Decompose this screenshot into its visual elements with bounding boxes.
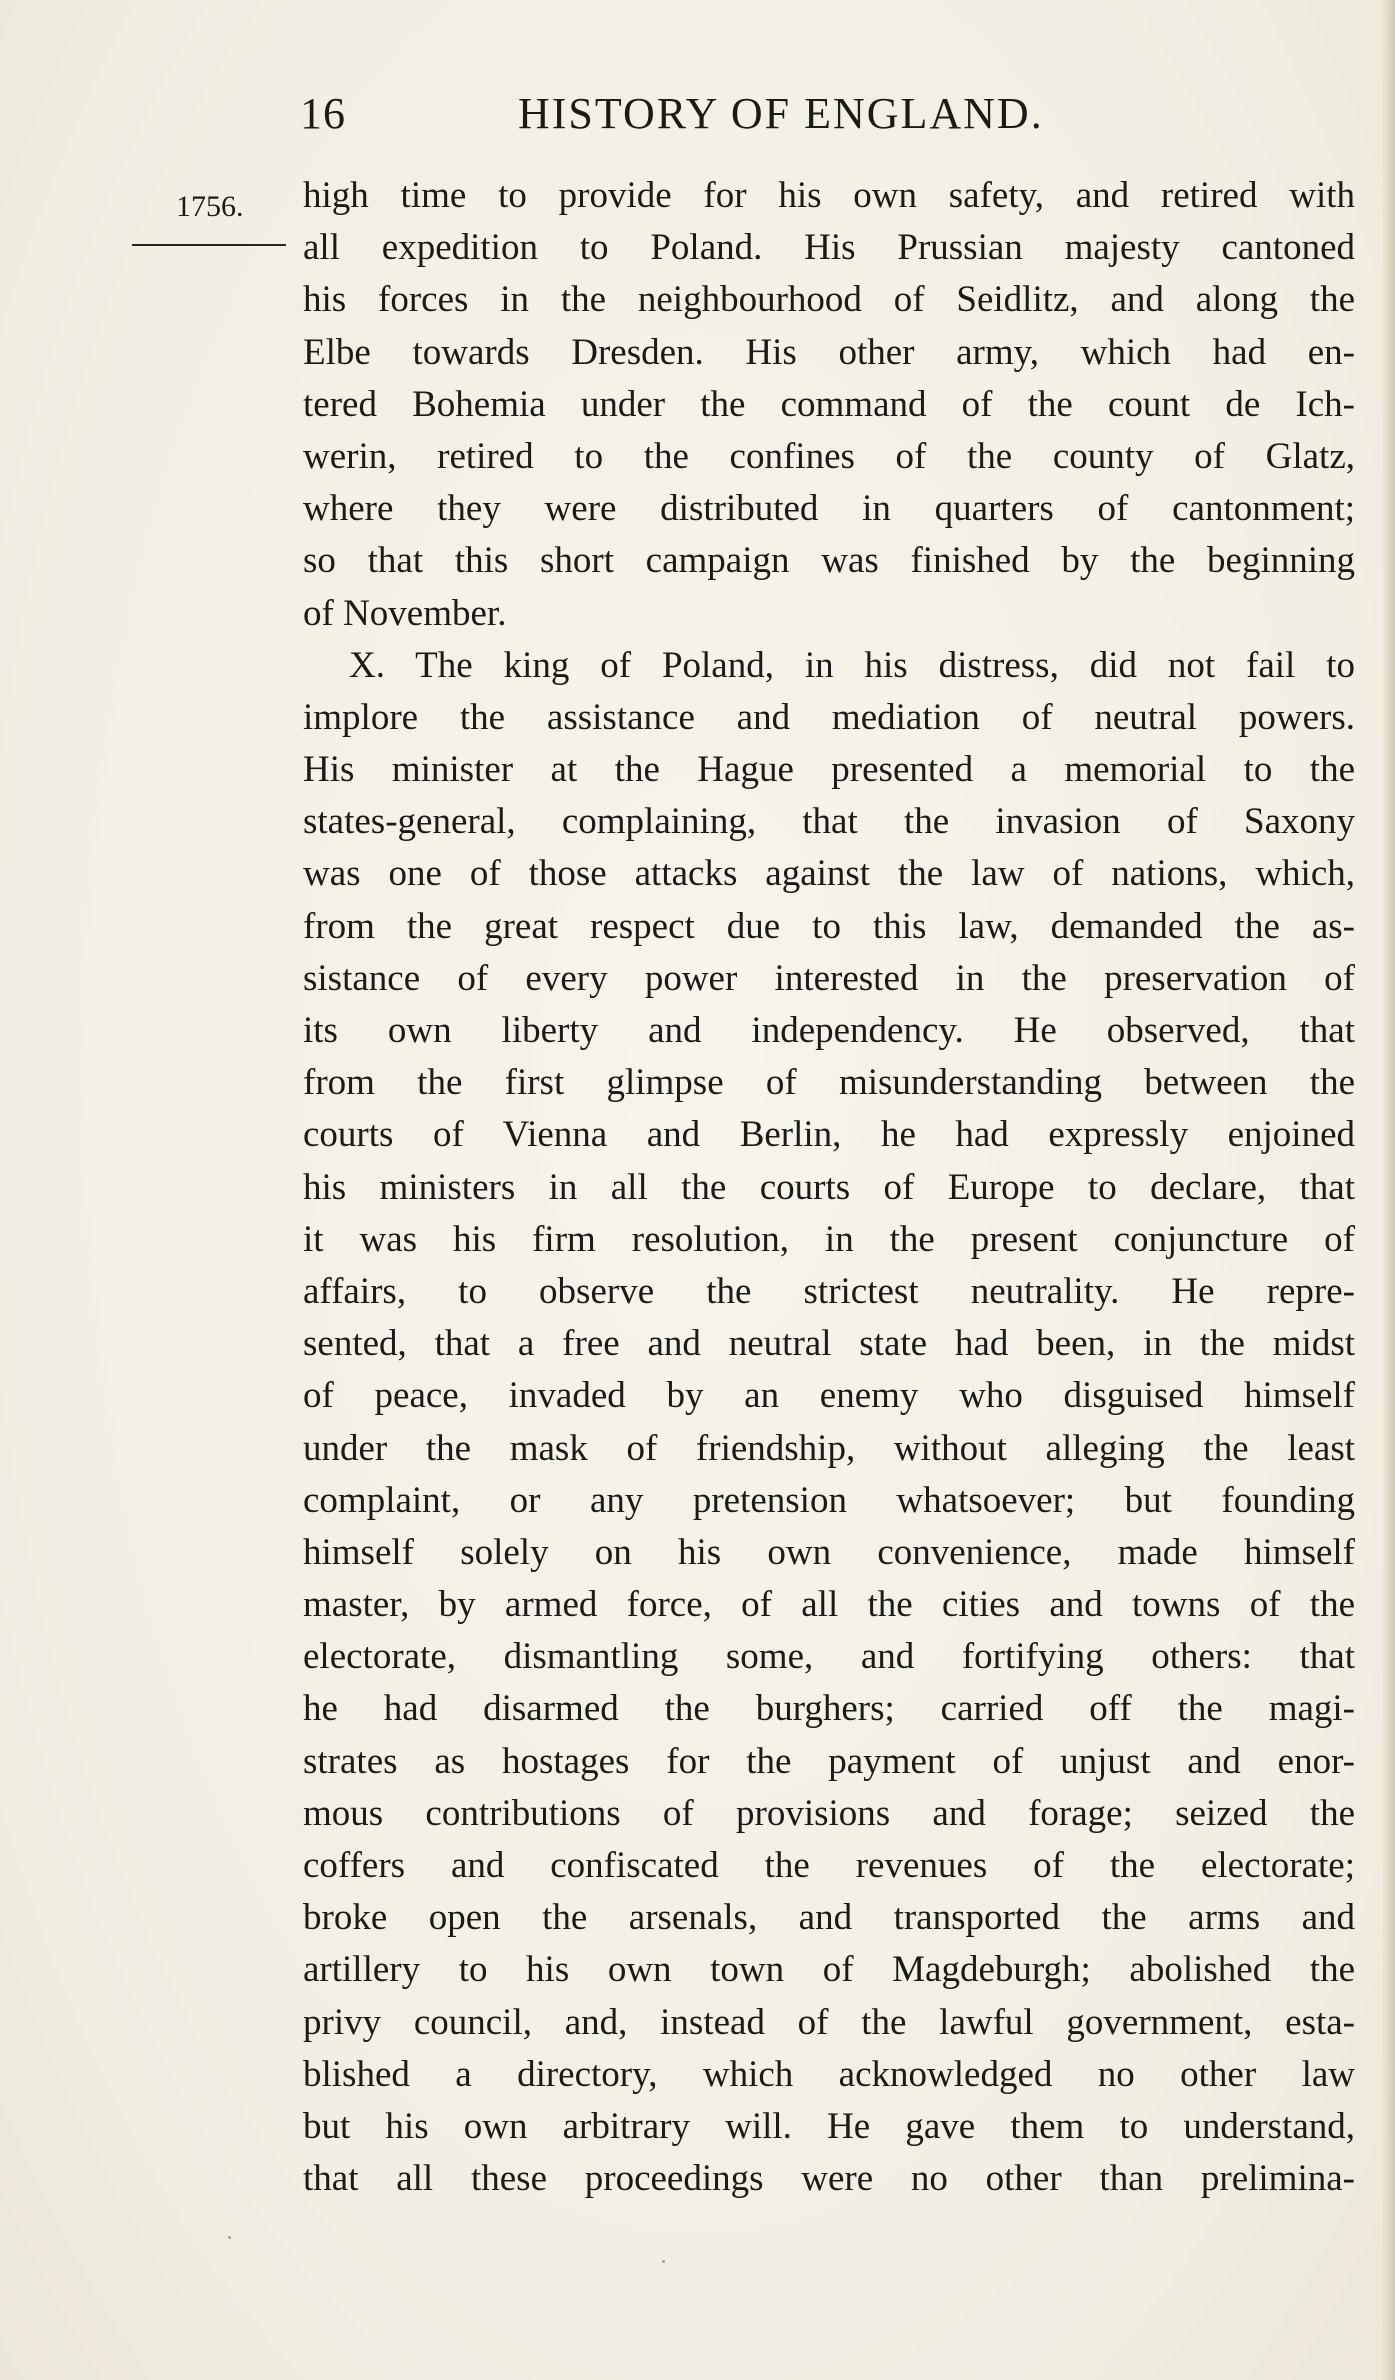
text-line: werin, retired to the confines of the county of Glatz, [303,435,1355,477]
text-line: master, by armed force, of all the cities and towns of the [303,1584,1355,1626]
text-line: broke open the arsenals, and transported the arms and [303,1897,1355,1939]
text-line: mous contributions of provisions and forage; seized the [303,1792,1355,1834]
text-line: where they were distributed in quarters of cantonment; [303,488,1355,530]
text-line: his ministers in all the courts of Europe to declare, that [303,1166,1355,1208]
text-line: sented, that a free and neutral state had been, in the midst [303,1323,1355,1365]
paper-speck [228,2236,231,2239]
text-line: it was his firm resolution, in the present conjuncture of [303,1218,1355,1260]
text-line: that all these proceedings were no other than prelimina- [303,2158,1355,2200]
text-line: strates as hostages for the payment of unjust and enor- [303,1740,1355,1782]
text-line: courts of Vienna and Berlin, he had expressly enjoined [303,1114,1355,1156]
text-line: from the first glimpse of misunderstanding between the [303,1062,1355,1104]
text-line: but his own arbitrary will. He gave them to understand, [303,2105,1355,2147]
paper-speck [662,2260,665,2263]
text-line: states-general, complaining, that the invasion of Saxony [303,801,1355,843]
text-line: artillery to his own town of Magdeburgh; abolished the [303,1949,1355,1991]
text-line: electorate, dismantling some, and fortifying others: that [303,1636,1355,1678]
text-line: he had disarmed the burghers; carried off the magi- [303,1688,1355,1730]
text-line: complaint, or any pretension whatsoever; but founding [303,1479,1355,1521]
text-line: privy council, and, instead of the lawful government, esta- [303,2001,1355,2043]
text-line: sistance of every power interested in the preservation of [303,957,1355,999]
text-line: of peace, invaded by an enemy who disguised himself [303,1375,1355,1417]
margin-rule [132,244,286,246]
text-line: under the mask of friendship, without alleging the least [303,1427,1355,1469]
text-line: implore the assistance and mediation of neutral powers. [303,696,1355,738]
text-line: His minister at the Hague presented a memorial to the [303,749,1355,791]
text-line: so that this short campaign was finished by the beginning [303,540,1355,582]
text-line: high time to provide for his own safety, and retired with [303,175,1355,216]
text-line: from the great respect due to this law, demanded the as- [303,905,1355,947]
text-line: tered Bohemia under the command of the count de Ich- [303,383,1355,425]
text-line: himself solely on his own convenience, made himself [303,1531,1355,1573]
body-text [303,170,1355,2205]
margin-year-note: 1756. [176,190,244,223]
running-title: HISTORY OF ENGLAND. [518,89,1044,138]
text-line: of November. [303,592,507,634]
page-number: 16 [300,89,346,138]
text-line: was one of those attacks against the law of nations, which, [303,853,1355,895]
text-line: its own liberty and independency. He observed, that [303,1010,1355,1051]
text-line: blished a directory, which acknowledged no other law [303,2053,1355,2095]
text-line: Elbe towards Dresden. His other army, which had en- [303,331,1355,373]
text-line: coffers and confiscated the revenues of the electorate; [303,1845,1355,1886]
page-header [300,88,1160,138]
text-line: his forces in the neighbourhood of Seidlitz, and along the [303,279,1355,321]
text-line: affairs, to observe the strictest neutrality. He repre- [303,1270,1355,1312]
text-line: all expedition to Poland. His Prussian majesty cantoned [303,227,1355,269]
paragraph-start-line: X. The king of Poland, in his distress, did not fail to [349,644,1355,686]
page-edge-shadow [1381,0,1395,2380]
